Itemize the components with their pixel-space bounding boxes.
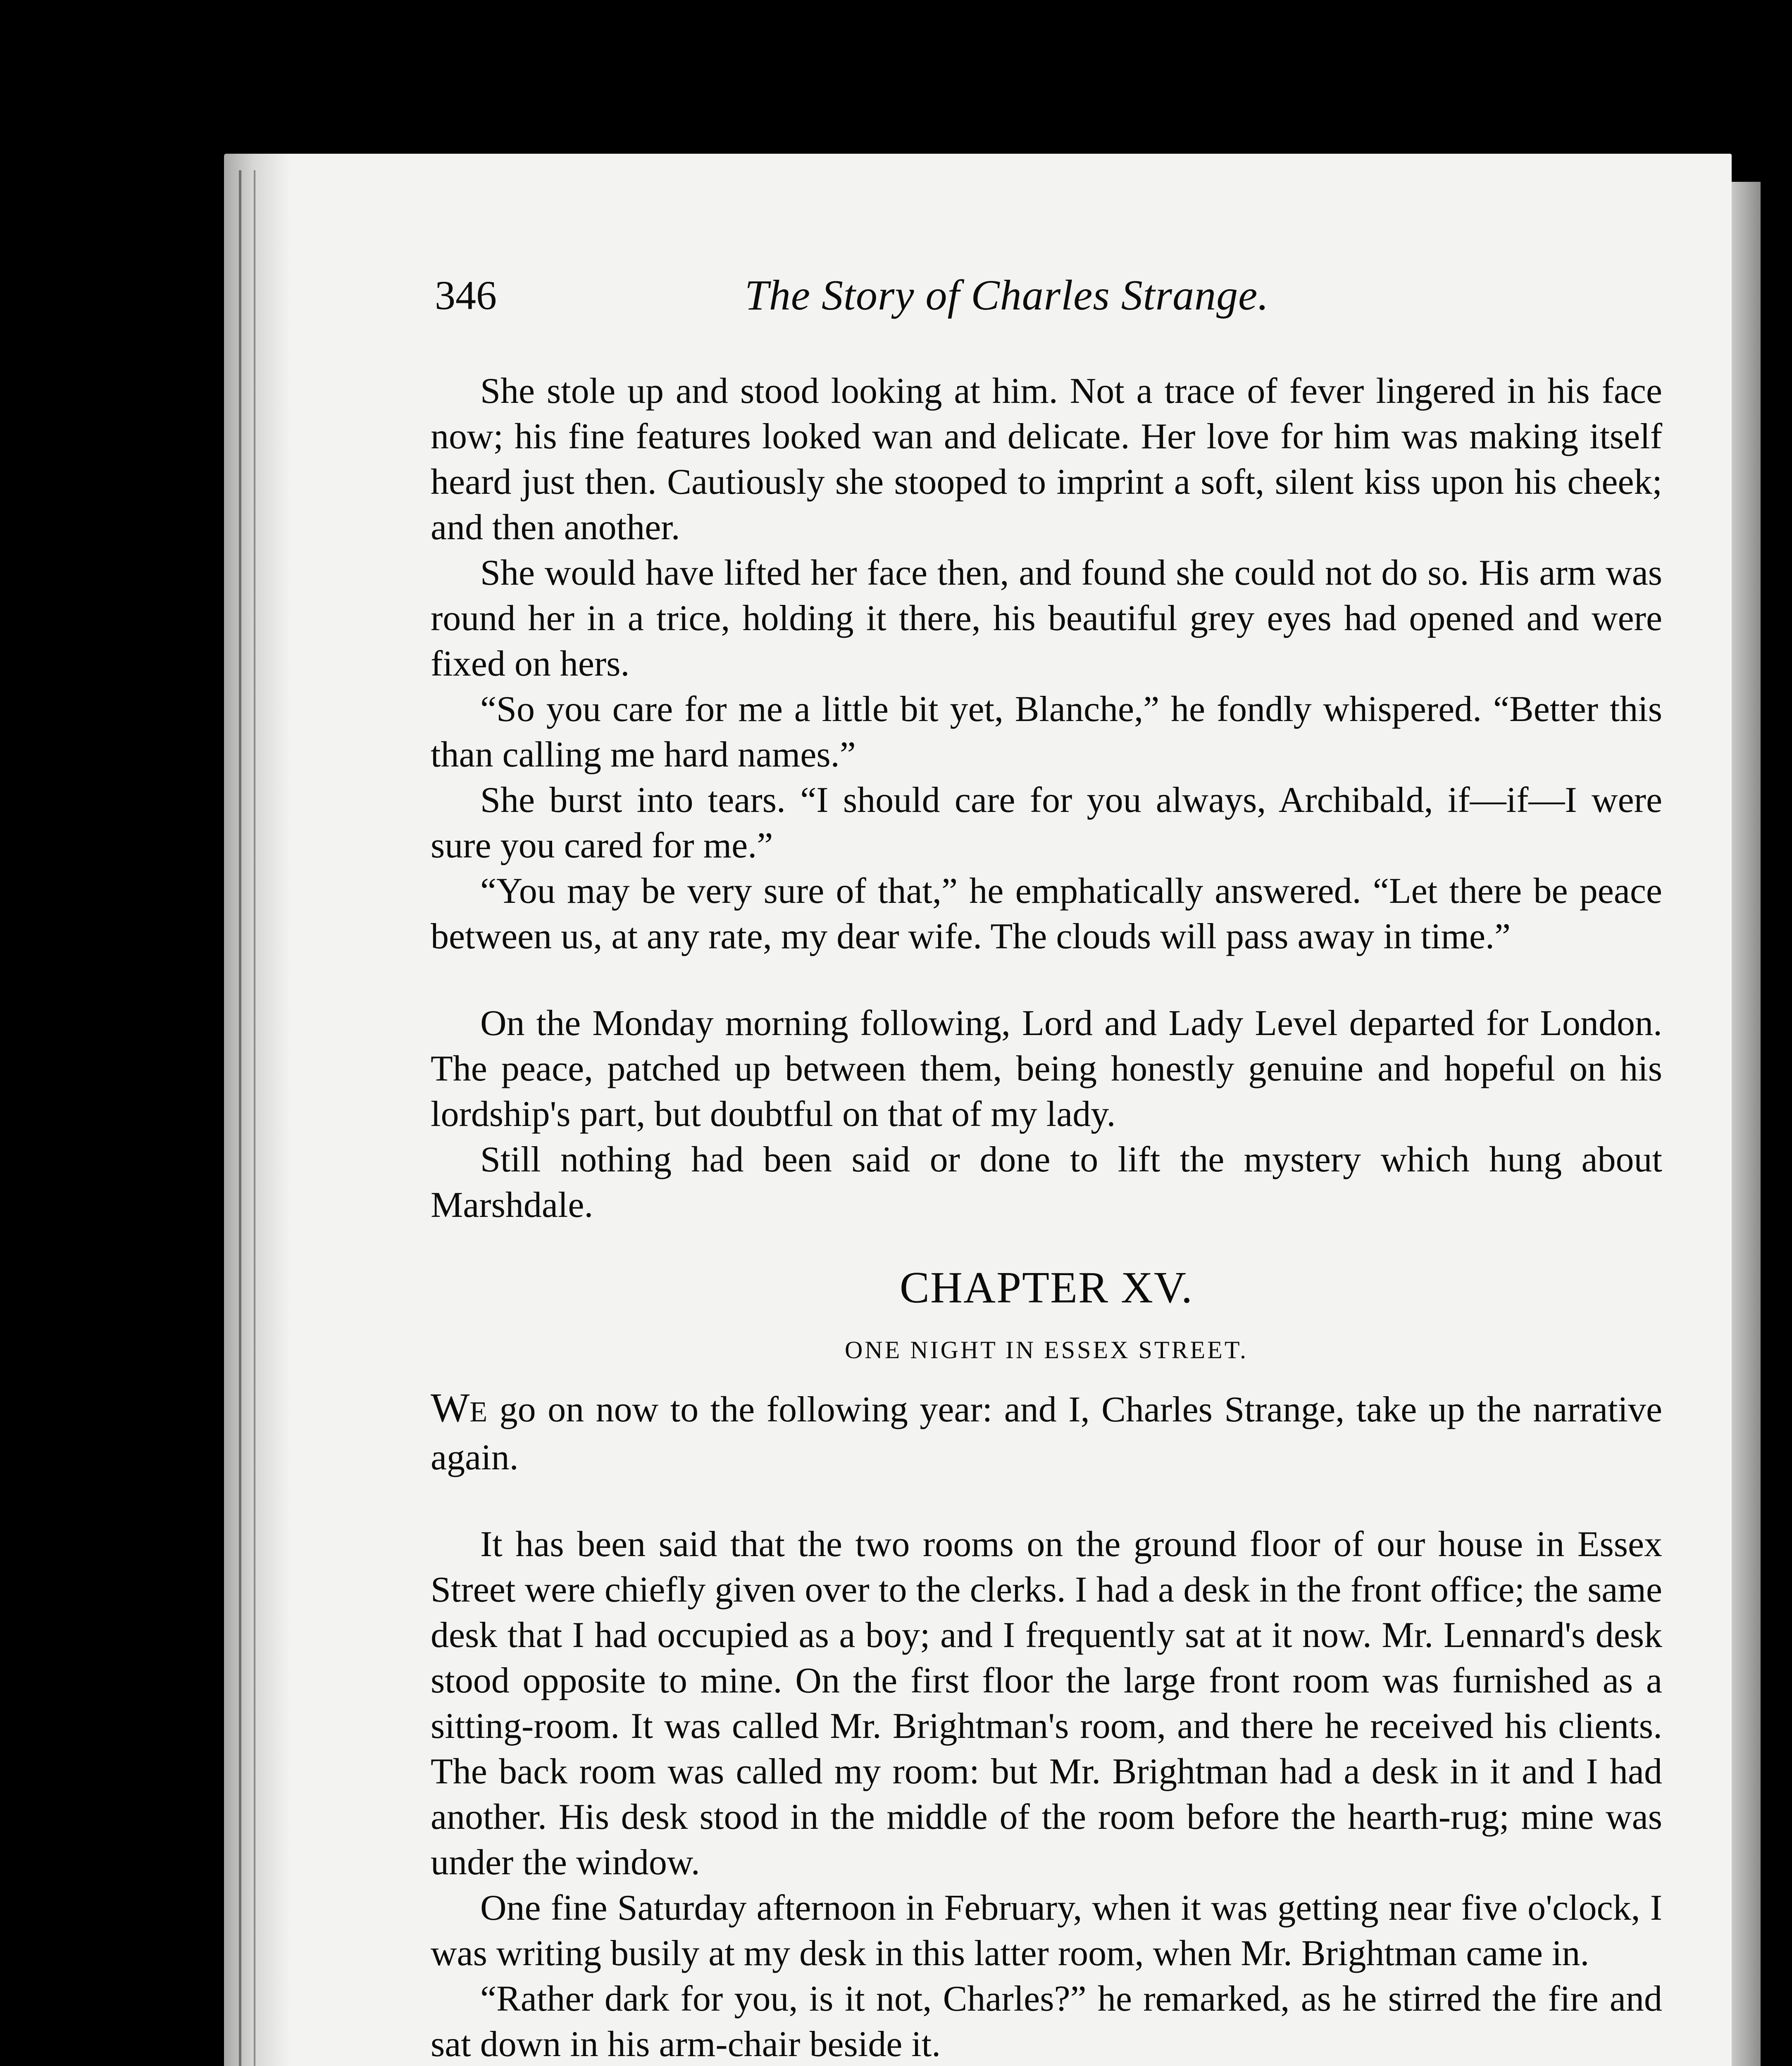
page-body: [431, 369, 1662, 2066]
chapter-subtitle: ONE NIGHT IN ESSEX STREET.: [844, 1336, 1249, 1364]
gutter-line: [254, 170, 255, 2066]
paragraph: It has been said that the two rooms on the ground floor of our house in Essex Street were chiefly given over to the clerks. I had a desk in the front office; the same desk that I had occupied as a boy; and I frequently sat at it now. Mr. Lennard's desk stood opposite to mine. On the first floor the large front room was furnished as a sitting-room. It was called Mr. Brightman's room, and there he received his clients. The back room was called my room: but Mr. Brightman had a desk in it and I had another. His desk stood in the middle of the room before the hearth-rug; mine was under the window.: [431, 1524, 1662, 1883]
chapter-opening-paragraph: [431, 1385, 1662, 1480]
paragraph: “Rather dark for you, is it not, Charles?” he remarked, as he stirred the fire and sat down in his arm-chair beside it.: [431, 1979, 1662, 2064]
lead-capital: W: [431, 1385, 470, 1430]
chapter-title: CHAPTER XV.: [899, 1263, 1194, 1312]
paragraph: Still nothing had been said or done to lift the mystery which hung about Marshdale.: [431, 1140, 1662, 1225]
running-head: The Story of Charles Strange.: [745, 271, 1269, 319]
paragraph: She would have lifted her face then, and found she could not do so. His arm was round her in a trice, holding it there, his beautiful grey eyes had opened and were fixed on hers.: [431, 553, 1662, 684]
chapter-opening-text: go on now to the following year: and I, Charles Strange, take up the narrative again.: [431, 1390, 1662, 1478]
paragraph: One fine Saturday afternoon in February, when it was getting near five o'clock, I was writing busily at my desk in this latter room, when Mr. Brightman came in.: [431, 1888, 1662, 1973]
section-break: [431, 1480, 1662, 1522]
gutter-line: [239, 170, 241, 2066]
paragraph: She stole up and stood looking at him. Not a trace of fever lingered in his face now; his fine features looked wan and delicate. Her love for him was making itself heard just then. Cautiously she stooped to imprint a soft, silent kiss upon his cheek; and then another.: [431, 371, 1662, 547]
page-header: [431, 273, 1662, 326]
paragraph: She burst into tears. “I should care for you always, Archibald, if—if—I were sure you cared for me.”: [431, 780, 1662, 866]
next-page-edge: [1732, 182, 1761, 2066]
paragraph: On the Monday morning following, Lord and Lady Level departed for London. The peace, patched up between them, being honestly genuine and hopeful on his lordship's part, but doubtful on that of my lady.: [431, 1003, 1662, 1134]
page-number: 346: [435, 272, 497, 318]
gutter-shadow: [224, 154, 290, 2066]
paragraph: “So you care for me a little bit yet, Blanche,” he fondly whispered. “Better this than calling me hard names.”: [431, 689, 1662, 775]
lead-smallcaps: E: [469, 1396, 488, 1428]
book-page: [224, 154, 1732, 2066]
paragraph: “You may be very sure of that,” he emphatically answered. “Let there be peace between us, at any rate, my dear wife. The clouds will pass away in time.”: [431, 871, 1662, 957]
section-break: [431, 959, 1662, 1001]
